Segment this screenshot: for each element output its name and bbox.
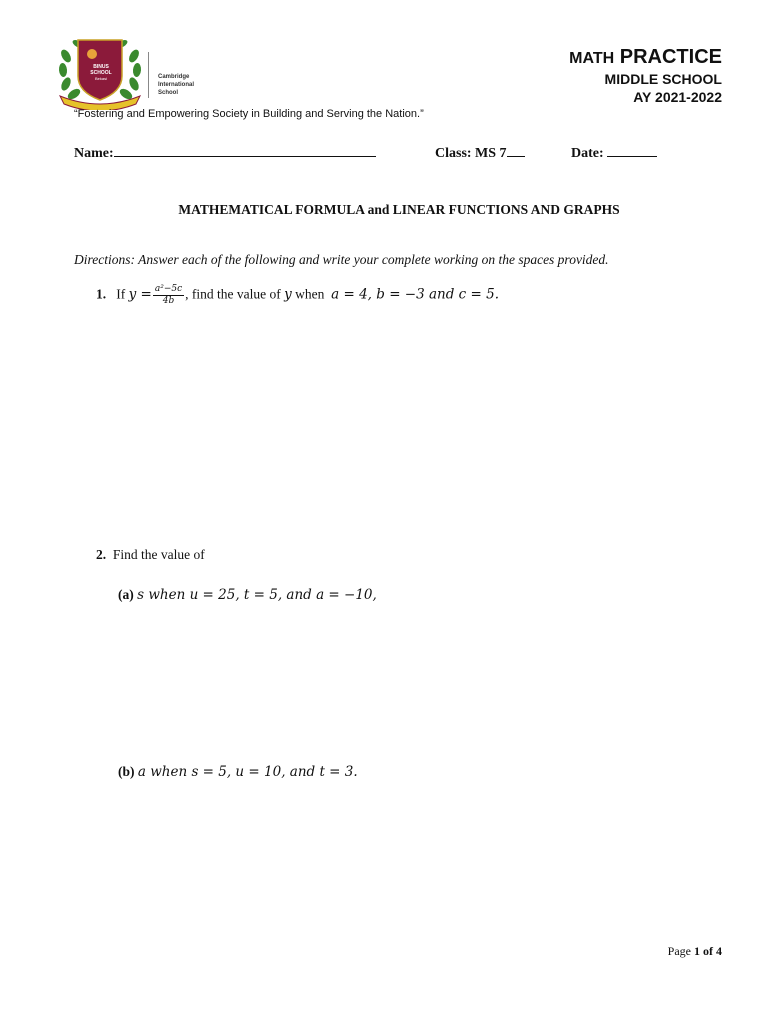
header-year: AY 2021-2022 xyxy=(633,89,722,105)
logo-school-sub: Bekasi xyxy=(94,76,107,81)
name-field xyxy=(74,142,376,162)
question-2a-label: (a) xyxy=(118,587,134,602)
class-field xyxy=(435,142,525,162)
name-label: Name: xyxy=(74,146,114,161)
question-2a-text: s when u = 25, t = 5, and a = −10, xyxy=(137,587,377,603)
page-total: 4 xyxy=(716,944,722,958)
date-label: Date: xyxy=(571,146,604,161)
question-2b-text: a when s = 5, u = 10, and t = 3. xyxy=(137,764,358,780)
date-blank[interactable] xyxy=(607,142,657,157)
page-of: of xyxy=(703,944,713,958)
fraction-numerator: a²−5c xyxy=(154,284,183,294)
worksheet-title: MATHEMATICAL FORMULA and LINEAR FUNCTIONS AND GRAPHS xyxy=(178,202,620,217)
question-1-number: 1. xyxy=(96,286,107,302)
logo-divider xyxy=(148,52,149,98)
date-field xyxy=(571,142,657,162)
question-1-fraction xyxy=(153,284,184,307)
question-2a xyxy=(118,587,377,603)
header-title xyxy=(569,44,722,72)
header-level: MIDDLE SCHOOL xyxy=(604,71,722,87)
question-1 xyxy=(96,284,499,307)
question-2b xyxy=(118,764,358,780)
page-current: 1 xyxy=(694,944,700,958)
class-blank[interactable] xyxy=(507,142,525,157)
header-title-large: PRACTICE xyxy=(619,46,722,68)
question-1-rest: , find the value of xyxy=(185,286,281,302)
page-number xyxy=(668,944,722,959)
directions: Directions: Answer each of the following and write your complete working on the spaces provided. xyxy=(74,252,609,267)
question-1-when: when xyxy=(295,286,325,302)
motto: “Fostering and Empowering Society in Building and Serving the Nation.” xyxy=(74,108,424,120)
name-blank[interactable] xyxy=(114,142,376,157)
school-logo xyxy=(56,36,144,110)
logo-school-name: BINUS SCHOOL xyxy=(90,64,112,76)
page-prefix: Page xyxy=(667,944,691,958)
question-1-if: If xyxy=(116,286,126,302)
question-1-conditions: a = 4, b = −3 and c = 5. xyxy=(331,286,499,303)
question-1-var-y2: y xyxy=(284,286,292,303)
question-2 xyxy=(96,547,205,563)
question-2-text: Find the value of xyxy=(112,547,205,562)
class-label: Class: MS 7 xyxy=(435,146,507,161)
header-title-small: MATH xyxy=(569,50,615,67)
cambridge-label: Cambridge International School xyxy=(158,74,195,96)
question-1-var-y: y = xyxy=(128,286,152,303)
question-2b-label: (b) xyxy=(118,764,135,779)
question-2-number: 2. xyxy=(96,547,107,562)
fraction-denominator: 4b xyxy=(162,296,175,306)
